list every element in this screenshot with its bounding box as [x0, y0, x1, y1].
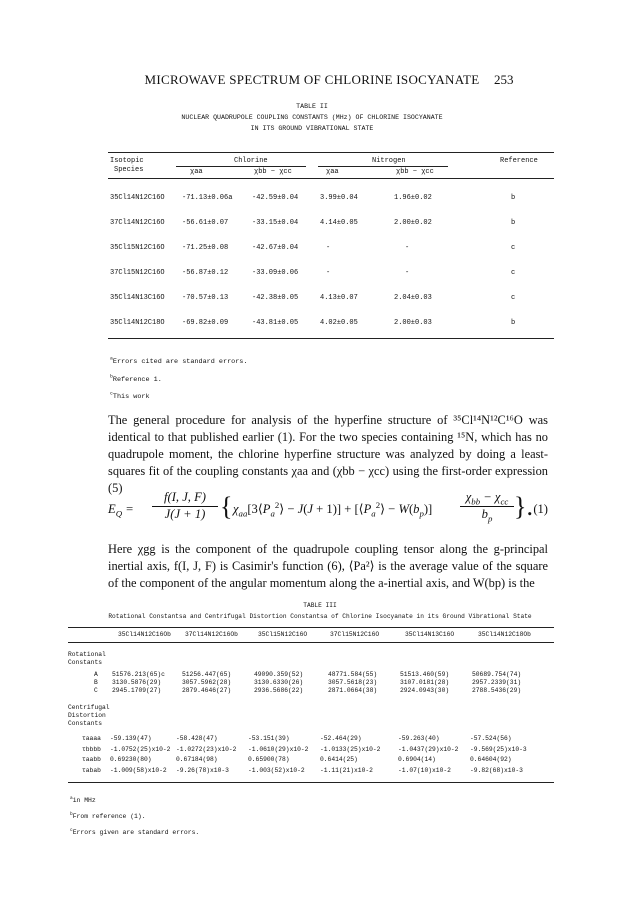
table-cell: 2924.0943(30)	[400, 687, 450, 695]
body-paragraph-2	[108, 541, 548, 592]
table2-footnote-c-text: This work	[112, 393, 150, 401]
table2-caption-line1: NUCLEAR QUADRUPOLE COUPLING CONSTANTS (MHz) OF CHLORINE ISOCYANATE	[181, 114, 443, 121]
equation-body: $\chi_{aa}[3⟨P_a^2⟩ - J(J + 1)]$ + $[⟨P_a^2⟩ - W(b_p)]$	[233, 499, 433, 519]
table-row	[0, 219, 624, 244]
table2-sub-chi-aa-cl: χaa	[190, 168, 203, 176]
table-cell: 51513.460(59)	[400, 671, 450, 678]
table2-col-nitrogen: Nitrogen	[372, 157, 406, 165]
table3-caption	[40, 600, 600, 622]
equation-lhs: $E_Q$ =	[108, 502, 134, 519]
equation-number: (1)	[533, 502, 548, 516]
table-cell: -9.82(68)x10-3	[470, 766, 523, 774]
table-cell: 0.6414(25)	[320, 756, 358, 763]
table3-cd-col	[470, 734, 527, 776]
species-cell: 35Cl14N12C16O	[110, 194, 165, 202]
section-label: Constants	[68, 659, 103, 667]
table-cell: 3130.5876(29)	[112, 679, 162, 687]
table2-top-rule	[108, 152, 554, 153]
cl-aa-cell: -71.13±0.06a	[182, 194, 233, 202]
table2-footnote-a: $^a$Errors cited are standard errors.	[110, 356, 248, 366]
species-cell: 37Cl14N12C16O	[110, 219, 165, 227]
ref-cell: b	[511, 319, 516, 327]
running-title: MICROWAVE SPECTRUM OF CHLORINE ISOCYANATE	[144, 72, 480, 87]
table3-col-header: 37Cl14N12C16Ob	[185, 631, 238, 638]
table-cell: 3057.5618(23)	[328, 679, 378, 687]
table3-cd-col	[248, 734, 308, 776]
table2-caption-line2: IN ITS GROUND VIBRATIONAL STATE	[250, 125, 374, 132]
table2-sub-chi-aa-n: χaa	[326, 168, 339, 176]
ref-cell: c	[511, 294, 516, 302]
table-cell: -9.26(78)x10-3	[176, 766, 229, 774]
section-label: Distortion	[68, 712, 106, 720]
table3-label: TABLE III	[303, 602, 337, 609]
table-cell: 2936.5686(22)	[254, 687, 304, 695]
table-cell: -1.009(58)x10-2	[110, 766, 167, 774]
cl-bbcc-cell: -33.09±0.06	[252, 269, 299, 277]
body-paragraph-1	[108, 412, 548, 497]
table3-rot-col	[328, 671, 377, 696]
cl-aa-cell: -70.57±0.13	[182, 294, 229, 302]
table3-footnote-b: $^b$From reference (1).	[70, 811, 146, 820]
n-bbcc-cell: -	[405, 269, 410, 277]
table3-cd-labels	[82, 734, 101, 776]
table3-caption-text: Rotational Constantsa and Centrifugal Distortion Constantsa of Chlorine Isocyanate in its Ground Vibrational State	[108, 613, 532, 620]
table-cell: -1.0610(29)x10-2	[248, 745, 309, 753]
equation-fraction-2: $\chi_{bb} - \chi_{cc}$ $b_p$	[460, 490, 514, 522]
table3-footnote-b-text: From reference (1).	[72, 813, 146, 820]
table2-sub-chi-bbcc-cl: χbb − χcc	[254, 168, 292, 176]
table-row	[0, 269, 624, 294]
table2-col-species-2: Species	[114, 166, 144, 174]
table-cell: -1.0437(29)x10-2	[398, 745, 459, 753]
n-aa-cell: 4.02±0.05	[320, 319, 358, 327]
table-cell: 2957.2339(31)	[472, 679, 522, 687]
table-cell: 51256.447(65)	[182, 671, 232, 678]
table-cell: 3057.5962(28)	[182, 679, 232, 687]
table-cell: 2879.4646(27)	[182, 687, 232, 695]
table2-sub-chi-bbcc-n: χbb − χcc	[396, 168, 434, 176]
equation-brace-right: }.	[514, 492, 533, 521]
n-aa-cell: 3.99±0.04	[320, 194, 358, 202]
row-label: C	[94, 687, 98, 695]
table2-col-chlorine: Chlorine	[234, 157, 268, 165]
table3-cd-col	[320, 734, 380, 776]
table-row	[0, 319, 624, 344]
table-cell: 2788.5436(29)	[472, 687, 522, 695]
cl-bbcc-cell: -42.59±0.04	[252, 194, 299, 202]
paragraph-text: Here χgg is the component of the quadrupole coupling tensor along the g-principal inertial axis, f(I, J, F) is Casimir's function (6), ⟨Pa²⟩ is the average value of the square of the component of the angular momentum along the a-inertial axis, and W(bp) is the	[108, 542, 548, 590]
table2-footnote-a-text: Errors cited are standard errors.	[112, 358, 248, 366]
equation-denominator: J(J + 1)	[152, 506, 218, 522]
table-row	[0, 244, 624, 269]
page-number: 253	[494, 72, 514, 87]
table-cell: -58.428(47)	[176, 735, 218, 742]
table-cell: 0.65900(78)	[248, 756, 290, 763]
n-bbcc-cell: 2.00±0.03	[394, 319, 432, 327]
n-aa-cell: -	[326, 269, 331, 277]
table-cell: 0.69230(80)	[110, 756, 152, 763]
table-cell: 49090.359(52)	[254, 671, 304, 678]
table3-cd-col	[398, 734, 458, 776]
n-aa-cell: 4.13±0.07	[320, 294, 358, 302]
table3-section-rotational	[68, 651, 106, 667]
table-cell: -59.139(47)	[110, 735, 152, 742]
table3-cd-col	[110, 734, 170, 776]
table-cell: 50689.754(74)	[472, 671, 522, 678]
species-cell: 37Cl15N12C16O	[110, 269, 165, 277]
table3-rot-col	[472, 671, 521, 696]
species-cell: 35Cl15N12C16O	[110, 244, 165, 252]
table-cell: -57.524(56)	[470, 735, 512, 742]
section-label: Constants	[68, 720, 103, 728]
species-cell: 35Cl14N12C18O	[110, 319, 165, 327]
n-bbcc-cell: -	[405, 244, 410, 252]
section-label: Rotational	[68, 651, 106, 658]
paragraph-text: The general procedure for analysis of the hyperfine structure of ³⁵Cl¹⁴N¹²C¹⁶O was identical to that published earlier (1). For the two species containing ¹⁵N, which has no quadrupole moment, the chlorine hyperfine structure was analyzed by doing a least-squares fit of the coupling constants χaa and (χbb − χcc) using the first-order expression (5)	[108, 413, 548, 495]
table-cell: 48771.584(55)	[328, 671, 378, 678]
table-cell: -1.0133(25)x10-2	[320, 745, 381, 753]
table2-header-rule	[108, 178, 554, 179]
table3-rot-col	[182, 671, 231, 696]
cl-aa-cell: -56.61±0.07	[182, 219, 229, 227]
cl-aa-cell: -71.25±0.08	[182, 244, 229, 252]
table3-rot-col	[254, 671, 303, 696]
table3-rot-col	[400, 671, 449, 696]
table-cell: -9.569(25)x10-3	[470, 745, 527, 753]
table3-col-header: 35Cl15N12C16O	[258, 631, 308, 638]
table-cell: -52.464(29)	[320, 735, 362, 742]
equation-brace-left: {	[220, 492, 233, 521]
table3-cd-col	[176, 734, 236, 776]
cl-bbcc-cell: -42.67±0.04	[252, 244, 299, 252]
table3-section-centrifugal	[68, 704, 110, 729]
section-label: Centrifugal	[68, 704, 110, 711]
table3-col-header: 35Cl14N13C16O	[405, 631, 455, 638]
table-cell: -1.11(21)x10-2	[320, 766, 373, 774]
table3-col-header: 35Cl14N12C16Ob	[118, 631, 171, 638]
table3-footnote-a-text: in MHz	[72, 797, 96, 804]
table-cell: -59.263(40)	[398, 735, 440, 742]
cl-aa-cell: -69.82±0.09	[182, 319, 229, 327]
table2-col-reference: Reference	[500, 157, 538, 165]
table-cell: 3130.6330(26)	[254, 679, 304, 687]
cl-bbcc-cell: -33.15±0.04	[252, 219, 299, 227]
n-aa-cell: -	[326, 244, 331, 252]
row-label: τabab	[82, 766, 101, 774]
equation-1	[108, 488, 548, 534]
table-cell: 2871.0664(38)	[328, 687, 378, 695]
table2-caption	[0, 101, 624, 134]
table3-footnote-a: $^a$in MHz	[70, 795, 96, 804]
table2-bottom-rule	[108, 338, 554, 339]
table3-col-header: 35Cl14N12C18Ob	[478, 631, 531, 638]
table-cell: -1.07(10)x10-2	[398, 766, 451, 774]
table2-footnote-b: $^b$Reference 1.	[110, 374, 162, 384]
ref-cell: c	[511, 244, 516, 252]
cl-bbcc-cell: -43.81±0.05	[252, 319, 299, 327]
table-row	[0, 294, 624, 319]
row-label: τbbbb	[82, 745, 101, 753]
ref-cell: c	[511, 269, 516, 277]
table-cell: -1.0272(23)x10-2	[176, 745, 237, 753]
n-aa-cell: 4.14±0.05	[320, 219, 358, 227]
table2-footnote-b-text: Reference 1.	[112, 376, 162, 384]
table2-label: TABLE II	[296, 103, 328, 110]
table-cell: 3107.0181(28)	[400, 679, 450, 687]
table3-rot-labels	[94, 671, 98, 696]
running-header	[0, 72, 624, 92]
table3-header-rule	[68, 642, 554, 643]
ref-cell: b	[511, 194, 516, 202]
table2-footnote-c: $^c$This work	[110, 391, 150, 401]
table-cell: 51576.213(65)c	[112, 671, 165, 678]
table-cell: -1.0752(25)x10-2	[110, 745, 171, 753]
table3-bottom-rule	[68, 782, 554, 783]
table3-footnote-c: $^c$Errors given are standard errors.	[70, 827, 200, 836]
equation-fraction	[152, 490, 218, 522]
table-row	[0, 194, 624, 219]
table2-nitrogen-rule	[318, 166, 448, 167]
cl-bbcc-cell: -42.38±0.05	[252, 294, 299, 302]
table2-col-species-1: Isotopic	[110, 157, 144, 165]
n-bbcc-cell: 1.96±0.02	[394, 194, 432, 202]
table3-col-header: 37Cl15N12C16O	[330, 631, 380, 638]
equation-numerator: f(I, J, F)	[164, 490, 206, 504]
table3-rot-col	[112, 671, 165, 696]
row-label: B	[94, 679, 98, 687]
species-cell: 35Cl14N13C16O	[110, 294, 165, 302]
table3-footnote-c-text: Errors given are standard errors.	[72, 829, 200, 836]
ref-cell: b	[511, 219, 516, 227]
cl-aa-cell: -56.87±0.12	[182, 269, 229, 277]
table-cell: 2945.1709(27)	[112, 687, 162, 695]
n-bbcc-cell: 2.04±0.03	[394, 294, 432, 302]
table-cell: 0.64604(92)	[470, 756, 512, 763]
row-label: τaaaa	[82, 735, 101, 742]
table2-chlorine-rule	[176, 166, 306, 167]
table-cell: -53.151(39)	[248, 735, 290, 742]
row-label: τaabb	[82, 756, 101, 763]
table-cell: 0.6904(14)	[398, 756, 436, 763]
n-bbcc-cell: 2.00±0.02	[394, 219, 432, 227]
table-cell: 0.67184(98)	[176, 756, 218, 763]
table3-top-rule	[68, 627, 554, 628]
row-label: A	[94, 671, 98, 678]
table-cell: -1.003(52)x10-2	[248, 766, 305, 774]
